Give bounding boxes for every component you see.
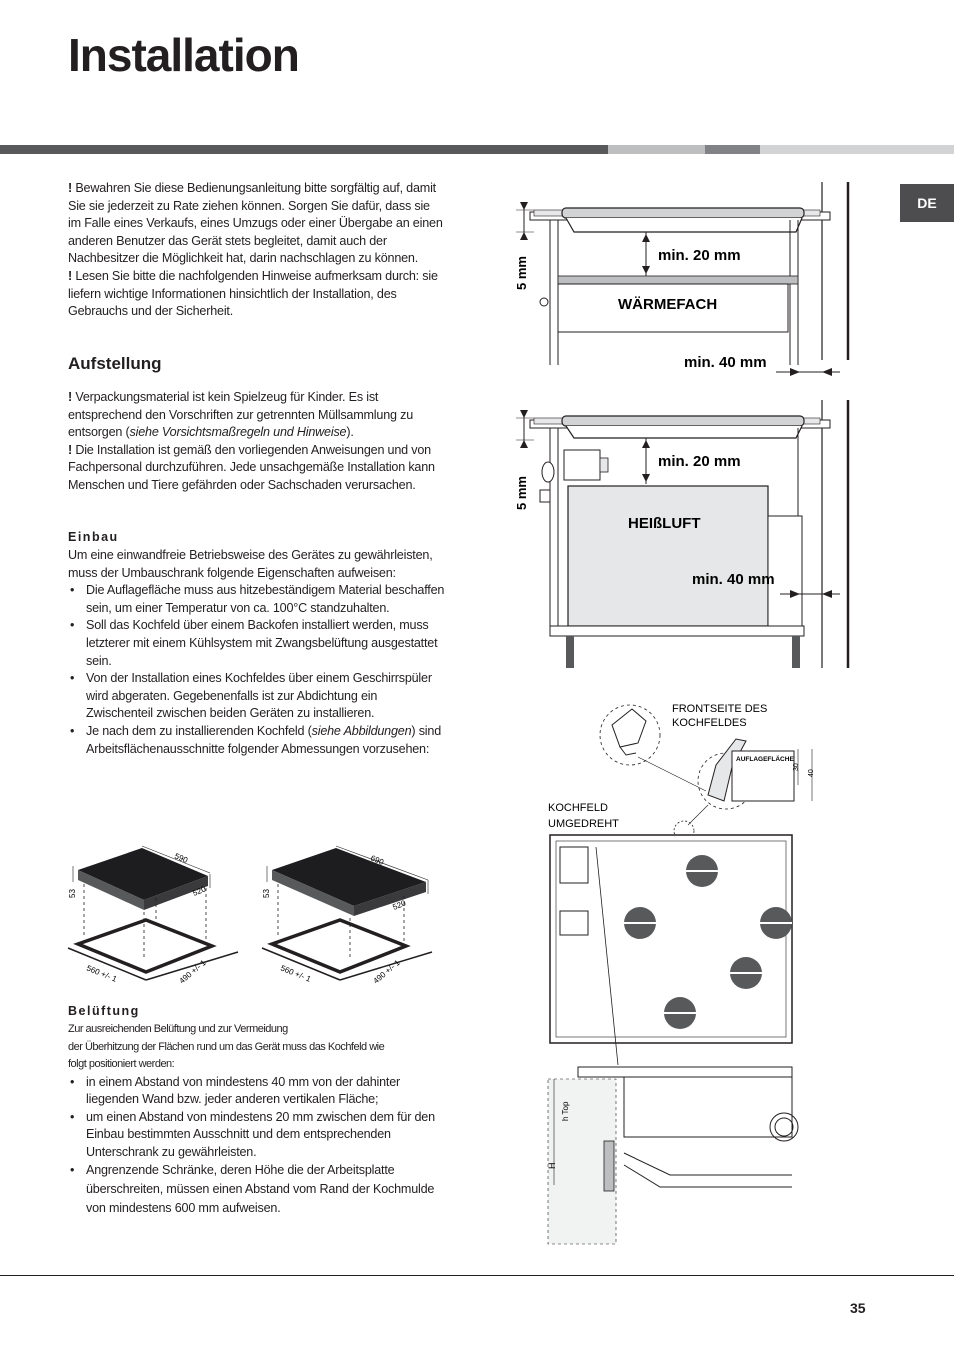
diagram-hob-upside-down [540, 695, 820, 1250]
list-item: • Von der Installation eines Kochfeldes über einem Geschirrspüler wird abgeraten. Gegebenenfalls ist zur Abdichtung ein Zwischenteil zwischen beiden Geräten zu installieren. [68, 670, 446, 723]
list-item: • Je nach dem zu installierenden Kochfeld (siehe Abbildungen) sind Arbeitsflächenausschnitte folgender Abmessungen vorzusehen: [68, 723, 446, 758]
footer-rule [0, 1275, 954, 1276]
band-segment-mid [705, 145, 760, 154]
band-segment-pale [760, 145, 954, 154]
h-top-label: h Top [561, 1101, 570, 1121]
dim-cut-depth-label: 490 +/- 1 [371, 958, 402, 986]
dim-cut-width-label: 560 +/- 1 [85, 963, 119, 984]
min-40mm-label: min. 40 mm [692, 571, 775, 588]
dim-30-label: 30 [793, 763, 800, 771]
subheading-einbau: Einbau [68, 530, 119, 544]
language-tab: DE [900, 184, 954, 222]
einbau-text [68, 547, 446, 758]
support-surface-label: AUFLAGEFLÄCHE [736, 756, 794, 763]
dim-5mm-label: 5 mm [514, 256, 529, 290]
dim-width-label: 690 [369, 853, 386, 867]
diagram-warming-drawer [510, 180, 860, 385]
min-40mm-label: min. 40 mm [684, 354, 767, 371]
dim-height-label: 53 [68, 889, 77, 898]
dim-40-label: 40 [808, 769, 815, 777]
subheading-belueftung: Belüftung [68, 1004, 140, 1018]
h-label: H [547, 1162, 557, 1169]
dim-width-label: 590 [173, 851, 190, 865]
hob-label-line-1: KOCHFELD [548, 802, 608, 814]
section-heading-aufstellung: Aufstellung [68, 354, 162, 373]
dim-cut-width-label: 560 +/- 1 [279, 963, 313, 984]
cutout-diagram-590 [60, 840, 250, 1000]
min-20mm-label: min. 20 mm [658, 247, 741, 264]
aufstellung-paragraph-1: ! Verpackungsmaterial ist kein Spielzeug für Kinder. Es ist entsprechend den Vorschriften zur getrennten Müllsammlung zu entsorgen (siehe Vorsichtsmaßregeln und Hinweise). [68, 390, 414, 440]
list-item: • in einem Abstand von mindestens 40 mm von der dahinter liegenden Wand bzw. jeder anderen vertikalen Fläche; [68, 1074, 446, 1109]
dim-height-label: 53 [262, 889, 271, 898]
list-item: • Die Auflagefläche muss aus hitzebeständigem Material beschaffen sein, um einer Temperatur von ca. 100°C standzuhalten. [68, 582, 446, 617]
band-segment-dark [0, 145, 608, 154]
diagram-convection-oven [510, 398, 860, 670]
front-label-line-2: KOCHFELDES [672, 717, 747, 729]
page-number: 35 [850, 1300, 866, 1316]
list-item: • Soll das Kochfeld über einem Backofen installiert werden, muss letzterer mit einem Kühlsystem mit Zwangsbelüftung ausgestattet sein. [68, 617, 446, 670]
belueftung-text [68, 1021, 446, 1218]
list-item: • um einen Abstand von mindestens 20 mm zwischen dem für den Einbau bestimmten Ausschnitt und dem entsprechenden Unterschrank zu gewährleisten. [68, 1109, 446, 1162]
intro-paragraph-2: ! Lesen Sie bitte die nachfolgenden Hinweise aufmerksam durch: sie liefern wichtige Informationen hinsichtlich der Installation, des Gebrauchs und der Sicherheit. [68, 268, 438, 319]
hob-label-line-2: UMGEDREHT [548, 818, 619, 830]
dim-5mm-label: 5 mm [514, 476, 529, 510]
list-item: • Angrenzende Schränke, deren Höhe die der Arbeitsplatte überschreiten, müssen einen Abstand vom Rand der Kochmulde von mindestens 600 mm aufweisen. [68, 1161, 446, 1218]
min-20mm-label: min. 20 mm [658, 453, 741, 470]
intro-paragraph-1: ! Bewahren Sie diese Bedienungsanleitung bitte sorgfältig auf, damit Sie sie jederzeit zu Rate ziehen können. Sorgen Sie dafür, dass sie im Falle eines Verkaufs, eines Umzugs oder einer Übergabe an einen anderen Benutzer das Gerät stets begleitet, damit auch der Nachbesitzer die Möglichkeit hat, darin nachschlagen zu können. [68, 181, 443, 266]
band-segment-light [608, 145, 705, 154]
page-title: Installation [68, 29, 299, 81]
cutout-diagram-690 [254, 840, 444, 1000]
belueftung-list [68, 1074, 446, 1219]
aufstellung-text [68, 389, 446, 495]
warming-drawer-label: WÄRMEFACH [618, 296, 718, 313]
front-label-line-1: FRONTSEITE DES [672, 703, 768, 715]
dim-depth-label: 520 [391, 898, 408, 912]
oven-label: HEIßLUFT [628, 515, 701, 532]
einbau-intro: Um eine einwandfreie Betriebsweise des Gerätes zu gewährleisten, muss der Umbauschrank folgende Eigenschaften aufweisen: [68, 548, 433, 580]
einbau-list [68, 582, 446, 758]
dim-depth-label: 520 [191, 884, 208, 898]
dim-cut-depth-label: 490 +/- 1 [177, 958, 208, 986]
aufstellung-paragraph-2: ! Die Installation ist gemäß den vorliegenden Anweisungen und von Fachpersonal durchzuführen. Jede unsachgemäße Installation kann Menschen und Tiere gefährden oder Sachschaden verursachen. [68, 442, 435, 492]
belueftung-intro: Zur ausreichenden Belüftung und zur Vermeidung der Überhitzung der Flächen rund um das Gerät muss das Kochfeld wie folgt positioniert werden: [68, 1023, 385, 1070]
intro-text [68, 180, 446, 321]
